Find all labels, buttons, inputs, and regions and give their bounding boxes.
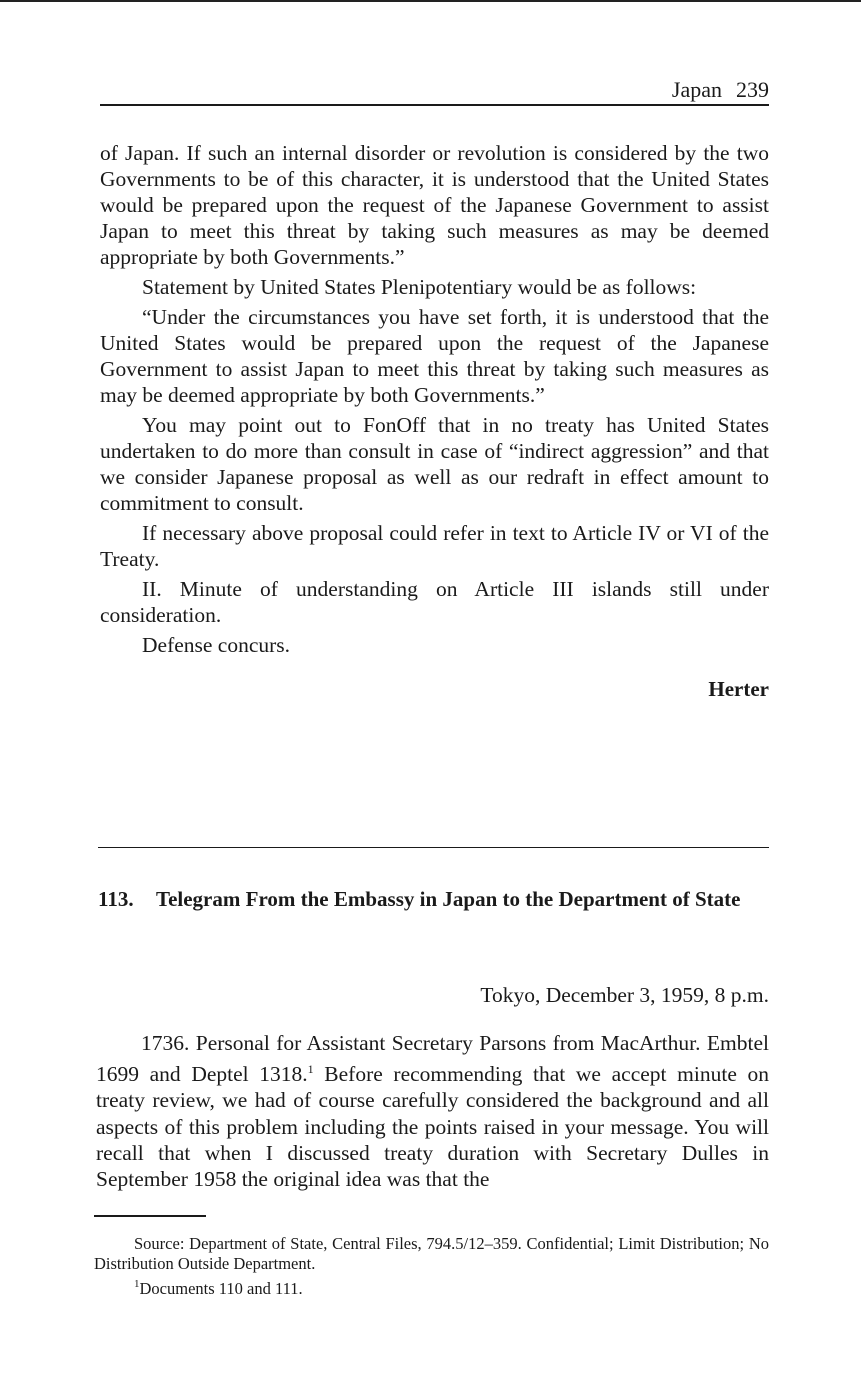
footnote-divider xyxy=(94,1215,206,1217)
page-top-edge xyxy=(0,0,861,2)
document-heading xyxy=(98,886,758,912)
footnotes xyxy=(94,1234,769,1299)
source-note: Source: Department of State, Central Files, 794.5/12–359. Confidential; Limit Distribution; No Distribution Outside Department. xyxy=(94,1234,769,1273)
body-text-telegram xyxy=(96,1030,769,1192)
footnote-reference: 1 xyxy=(307,1062,314,1077)
page-number: 239 xyxy=(736,77,769,102)
footnote-1-marker: 1 xyxy=(134,1278,140,1290)
paragraph-3: “Under the circumstances you have set forth, it is understood that the United States would be prepared upon the request of the Japanese Government to assist Japan to meet this threat by taking such measures as may be deemed appropriate by both Governments.” xyxy=(100,305,769,407)
paragraph-7: Defense concurs. xyxy=(142,633,291,657)
telegram-text-part1: 1736. Personal for Assistant Secretary Parsons from MacArthur. Embtel 1699 and Deptel 1318. xyxy=(96,1031,769,1087)
footnote-1-text: Documents 110 and 111. xyxy=(139,1279,303,1298)
telegram-paragraph xyxy=(96,1030,769,1192)
paragraph-4: You may point out to FonOff that in no treaty has United States undertaken to do more than consult in case of “indirect aggression” and that we consider Japanese proposal as well as our redraft in effect amount to commitment to consult. xyxy=(100,413,769,515)
paragraph-2: Statement by United States Plenipotentiary would be as follows: xyxy=(142,275,697,299)
document-title: Telegram From the Embassy in Japan to the Department of State xyxy=(156,887,741,911)
footnote-1 xyxy=(94,1274,769,1299)
paragraph-5: If necessary above proposal could refer in text to Article IV or VI of the Treaty. xyxy=(100,521,769,571)
section-divider xyxy=(98,847,769,848)
document-number: 113. xyxy=(98,887,134,911)
signature: Herter xyxy=(708,677,769,701)
paragraph-1: of Japan. If such an internal disorder or revolution is considered by the two Governments to be of this character, it is understood that the United States would be prepared upon the request of the Japanese Government to assist Japan to meet this threat by taking such measures as may be deemed appropriate by both Governments.” xyxy=(100,141,769,269)
running-head xyxy=(100,76,769,106)
running-head-title: Japan xyxy=(671,77,722,102)
body-text-top xyxy=(100,140,769,662)
paragraph-6: II. Minute of understanding on Article III islands still under consideration. xyxy=(100,577,769,627)
dateline: Tokyo, December 3, 1959, 8 p.m. xyxy=(480,983,769,1007)
telegram-text-part2: Before recommending that we accept minute on treaty review, we had of course carefully considered the background and all aspects of this problem including the points raised in your message. You will recall that when I discussed treaty duration with Secretary Dulles in September 1958 the original idea was that the xyxy=(96,1062,769,1192)
